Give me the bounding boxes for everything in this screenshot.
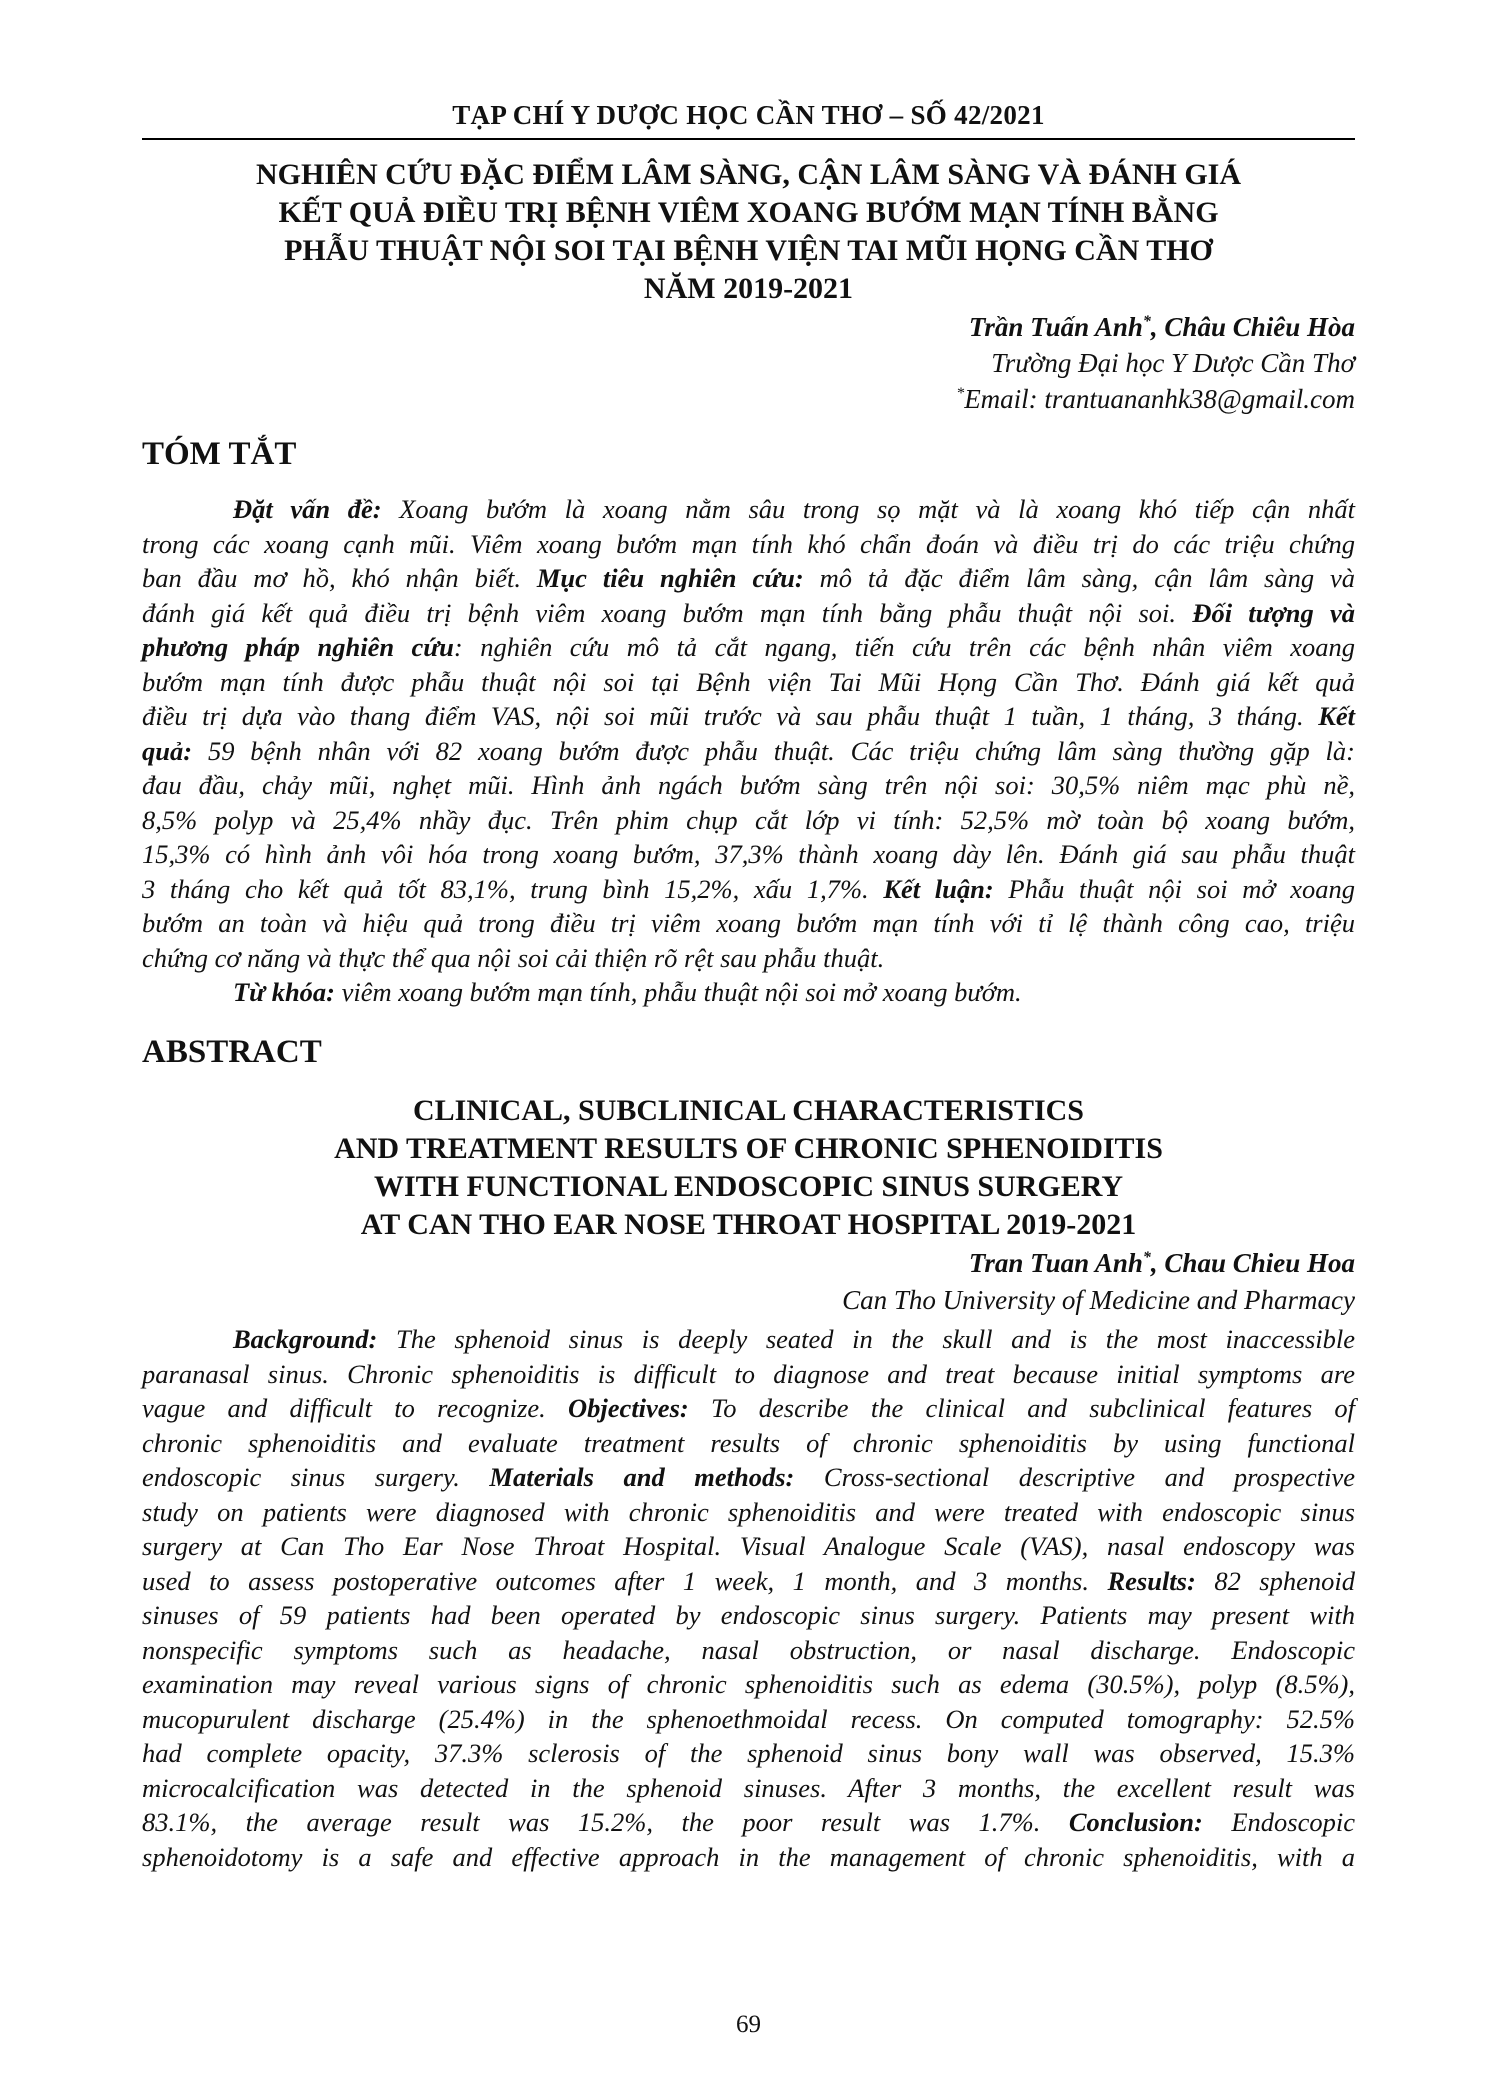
abstract-line: 83.1%, the average result was 15.2%, the poor result was 1.7%. Conclusion: Endoscopic bbox=[142, 1807, 1355, 1837]
page-number: 69 bbox=[736, 2011, 761, 2038]
summary-line: Đặt vấn đề: Xoang bướm là xoang nằm sâu trong sọ mặt và là xoang khó tiếp cận nhất bbox=[233, 494, 1355, 524]
summary-line: 3 tháng cho kết quả tốt 83,1%, trung bình 15,2%, xấu 1,7%. Kết luận: Phẫu thuật nội soi mở xoang bbox=[142, 873, 1355, 904]
abstract-line: sphenoidotomy is a safe and effective approach in the management of chronic sphenoiditis, with a bbox=[142, 1841, 1355, 1872]
affiliation-en: Can Tho University of Medicine and Pharmacy bbox=[842, 1285, 1355, 1315]
affiliation-vi: Trường Đại học Y Dược Cần Thơ bbox=[991, 348, 1355, 378]
summary-line: phương pháp nghiên cứu: nghiên cứu mô tả cắt ngang, tiến cứu trên các bệnh nhân viêm xoang bbox=[142, 632, 1355, 662]
email-line bbox=[142, 382, 1355, 416]
abstract-line: nonspecific symptoms such as headache, nasal obstruction, or nasal discharge. Endoscopic bbox=[142, 1634, 1355, 1665]
email: Email: trantuananhk38@gmail.com bbox=[964, 384, 1355, 414]
abstract-line: surgery at Can Tho Ear Nose Throat Hospital. Visual Analogue Scale (VAS), nasal endoscopy was bbox=[142, 1531, 1355, 1561]
abstract-line: paranasal sinus. Chronic sphenoiditis is difficult to diagnose and treat because initial symptoms are bbox=[142, 1358, 1355, 1389]
title-vi-line: KẾT QUẢ ĐIỀU TRỊ BỆNH VIÊM XOANG BƯỚM MẠN TÍNH BẰNG bbox=[278, 196, 1219, 229]
summary-line: đánh giá kết quả điều trị bệnh viêm xoang bướm mạn tính bằng phẫu thuật nội soi. Đối tượng và bbox=[142, 597, 1356, 628]
label-conclusion-en: Conclusion: bbox=[1068, 1807, 1203, 1837]
summary-body bbox=[142, 492, 1355, 1010]
abstract-body bbox=[142, 1322, 1355, 1874]
abstract-line: study on patients were diagnosed with chronic sphenoiditis and were treated with endoscopic sinus bbox=[142, 1496, 1355, 1527]
title-en-line: AND TREATMENT RESULTS OF CHRONIC SPHENOIDITIS bbox=[334, 1132, 1163, 1165]
label-keywords-vi: Từ khóa: bbox=[233, 977, 336, 1007]
label-background-en: Background: bbox=[233, 1324, 378, 1354]
label-results-vi: Kết bbox=[1318, 701, 1355, 731]
title-vi-line: NGHIÊN CỨU ĐẶC ĐIỂM LÂM SÀNG, CẬN LÂM SÀNG VÀ ĐÁNH GIÁ bbox=[255, 158, 1242, 191]
abstract-line: chronic sphenoiditis and evaluate treatment results of chronic sphenoiditis by using functional bbox=[142, 1427, 1355, 1458]
corresponding-mark: * bbox=[1142, 313, 1151, 330]
authors-en bbox=[142, 1246, 1355, 1280]
summary-line: bướm mạn tính được phẫu thuật nội soi tại Bệnh viện Tai Mũi Họng Cần Thơ. Đánh giá kết quả bbox=[142, 666, 1355, 697]
abstract-line: mucopurulent discharge (25.4%) in the sphenoethmoidal recess. On computed tomography: 52.5% bbox=[142, 1703, 1355, 1734]
abstract-line: Background: The sphenoid sinus is deeply seated in the skull and is the most inaccessible bbox=[233, 1324, 1356, 1354]
summary-line: 8,5% polyp và 25,4% nhầy đục. Trên phim chụp cắt lớp vi tính: 52,5% mờ toàn bộ xoang bướm, bbox=[142, 804, 1355, 835]
label-objectives-vi: Mục tiêu nghiên cứu: bbox=[536, 563, 804, 593]
abstract-line: examination may reveal various signs of chronic sphenoiditis such as edema (30.5%), polyp (8.5%), bbox=[142, 1669, 1355, 1699]
summary-line: quả: 59 bệnh nhân với 82 xoang bướm được phẫu thuật. Các triệu chứng lâm sàng thường gặp là: bbox=[142, 735, 1355, 766]
author-1-en: Tran Tuan Anh bbox=[968, 1248, 1143, 1278]
title-vi-line: PHẪU THUẬT NỘI SOI TẠI BỆNH VIỆN TAI MŨI HỌNG CẦN THƠ bbox=[284, 234, 1213, 267]
label-methods-en: Materials and methods: bbox=[489, 1462, 795, 1492]
journal-header: TẠP CHÍ Y DƯỢC HỌC CẦN THƠ – SỐ 42/2021 bbox=[452, 100, 1045, 130]
keywords-line bbox=[142, 975, 1355, 1010]
title-en-line: CLINICAL, SUBCLINICAL CHARACTERISTICS bbox=[412, 1094, 1084, 1127]
summary-line: chứng cơ năng và thực thể qua nội soi cải thiện rõ rệt sau phẫu thuật. bbox=[142, 942, 885, 973]
author-2-en: , Chau Chieu Hoa bbox=[1150, 1248, 1355, 1278]
title-en-line: WITH FUNCTIONAL ENDOSCOPIC SINUS SURGERY bbox=[373, 1170, 1124, 1203]
summary-heading: TÓM TẮT bbox=[142, 436, 297, 472]
summary-line: 15,3% có hình ảnh vôi hóa trong xoang bướm, 37,3% thành xoang dày lên. Đánh giá sau phẫu thuật bbox=[142, 839, 1355, 869]
abstract-line: endoscopic sinus surgery. Materials and methods: Cross-sectional descriptive and prospective bbox=[142, 1462, 1356, 1492]
label-background-vi: Đặt vấn đề: bbox=[233, 494, 382, 524]
author-1: Trần Tuấn Anh bbox=[968, 312, 1143, 342]
title-english bbox=[142, 1092, 1355, 1244]
abstract-line: microcalcification was detected in the sphenoid sinuses. After 3 months, the excellent result was bbox=[142, 1772, 1355, 1803]
abstract-line: used to assess postoperative outcomes after 1 week, 1 month, and 3 months. Results: 82 sphenoid bbox=[142, 1565, 1355, 1596]
authors-vi bbox=[142, 310, 1355, 344]
author-2: , Châu Chiêu Hòa bbox=[1150, 312, 1355, 342]
title-vi-line: NĂM 2019-2021 bbox=[643, 272, 854, 305]
title-vietnamese bbox=[142, 156, 1355, 308]
corresponding-mark-en: * bbox=[1142, 1249, 1151, 1266]
abstract-line: sinuses of 59 patients had been operated by endoscopic sinus surgery. Patients may present with bbox=[142, 1600, 1355, 1630]
title-en-line: AT CAN THO EAR NOSE THROAT HOSPITAL 2019-2021 bbox=[360, 1208, 1137, 1241]
header-rule bbox=[142, 138, 1355, 140]
email-mark: * bbox=[956, 385, 965, 402]
summary-line: đau đầu, chảy mũi, nghẹt mũi. Hình ảnh ngách bướm sàng trên nội soi: 30,5% niêm mạc phù nề, bbox=[142, 770, 1355, 800]
abstract-line: vague and difficult to recognize. Objectives: To describe the clinical and subclinical features of bbox=[142, 1393, 1356, 1423]
summary-line: ban đầu mơ hồ, khó nhận biết. Mục tiêu nghiên cứu: mô tả đặc điểm lâm sàng, cận lâm sàng và bbox=[142, 563, 1355, 593]
label-conclusion-vi: Kết luận: bbox=[883, 873, 994, 904]
label-results-en: Results: bbox=[1107, 1565, 1196, 1596]
summary-line: bướm an toàn và hiệu quả trong điều trị viêm xoang bướm mạn tính với tỉ lệ thành công cao, triệu bbox=[142, 908, 1355, 938]
abstract-line: had complete opacity, 37.3% sclerosis of the sphenoid sinus bony wall was observed, 15.3% bbox=[142, 1738, 1355, 1768]
abstract-heading: ABSTRACT bbox=[142, 1034, 322, 1070]
label-objectives-en: Objectives: bbox=[568, 1393, 689, 1423]
keywords-vi: viêm xoang bướm mạn tính, phẫu thuật nội soi mở xoang bướm. bbox=[341, 977, 1022, 1007]
summary-line: trong các xoang cạnh mũi. Viêm xoang bướm mạn tính khó chẩn đoán và điều trị do các triệu chứng bbox=[142, 528, 1355, 559]
label-methods-vi: Đối tượng và bbox=[1192, 597, 1356, 628]
summary-line: điều trị dựa vào thang điểm VAS, nội soi mũi trước và sau phẫu thuật 1 tuần, 1 tháng, 3 tháng. Kết bbox=[142, 701, 1355, 731]
